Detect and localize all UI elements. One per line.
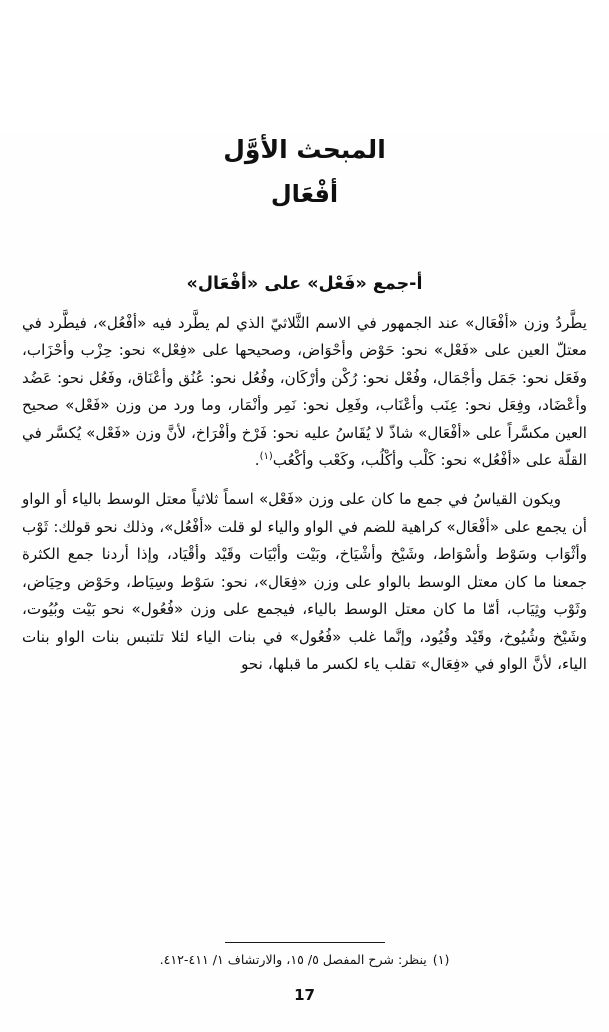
footnote-1 xyxy=(22,950,587,970)
paragraph-2-text: ويكون القياسُ في جمع ما كان على وزن «فَعْل» اسماً ثلاثياً معتل الوسط بالياء أو الواو أن يجمع على «أفْعَال» كراهية للضم في الواو والياء لو قلت «أفْعُل»، وذلك نحو قولك: ثَوْب وأثْوَاب وسَوْط وأسْوَاط، وشَيْخ وأشْيَاخ، وبَيْت وأبْيَات وقَيْد وأقْيَاد، وإذا أردنا جمع الكثرة جمعنا ما كان معتل الوسط بالواو على وزن «فِعَال»، نحو: سَوْط وسِيَاط، وحَوْض وحِيَاض، وثَوْب وثِيَاب، أمّا ما كان معتل الوسط بالياء، فيجمع على وزن «فُعُول» نحو بَيْت وبُيُوت، وشَيْخ وشُيُوخ، وقَيْد وقُيُود، وإنَّما غلب «فُعُول» في بنات الياء لئلا تلتبس بنات الواو بنات الياء، لأنَّ الواو في «فِعَال» تقلب ياء لكسر ما قبلها، نحو xyxy=(22,490,587,673)
page-title-block xyxy=(0,132,609,212)
page-subtitle: أفْعَال xyxy=(270,180,339,209)
page-title: المبحث الأوَّل xyxy=(223,135,386,164)
footnote-text: ينظر: شرح المفصل ٥/ ١٥، والارتشاف ١/ ٤١١-٤١٢. xyxy=(159,952,427,967)
document-page xyxy=(0,132,609,1032)
section-heading: أ-جمع «فَعْل» على «أفْعَال» xyxy=(186,274,423,295)
page-number: 17 xyxy=(294,986,315,1004)
footnote-area xyxy=(22,942,587,970)
body-text xyxy=(0,310,609,678)
paragraph-2 xyxy=(22,486,587,678)
paragraph-1-text: يطَّردُ وزن «أفْعَال» عند الجمهور في الاسم الثَّلاثيّ الذي لم يطَّرد فيه «أفْعُل»، فيطَّرد في معتلّ العين على «فَعْل» نحو: حَوْض وأحْوَاض، وصحيحها على «فِعْل» نحو: حِزْب وأحْزَاب، وفَعَل نحو: جَمَل وأجْمَال، وفُعْل نحو: رُكْن وأرْكَان، وفُعُل نحو: عُنُق وأعْنَاق، وفَعُل نحو: عَضُد وأعْضَاد، وفِعَل نحو: عِنَب وأعْنَاب، وفَعِل نحو: نَمِر وأنْمَار، وما ورد من وزن «فَعْل» صحيح العين مكسَّراً على «أفْعَال» شاذّ لا يُقَاسُ عليه نحو: فَرْخ وأفْرَاخ، لأنَّ وزن «فَعْل» يُكسَّر في القلّة على «أفْعُل» نحو: كَلْب وأكْلُب، وكَعْب وأكْعُب xyxy=(22,314,587,470)
footnote-reference-1[interactable]: (١) xyxy=(259,451,273,463)
footnote-number: (١) xyxy=(432,952,450,967)
footnote-separator-rule xyxy=(225,942,385,943)
paragraph-1 xyxy=(22,310,587,474)
paragraph-1-tail: . xyxy=(254,451,260,470)
